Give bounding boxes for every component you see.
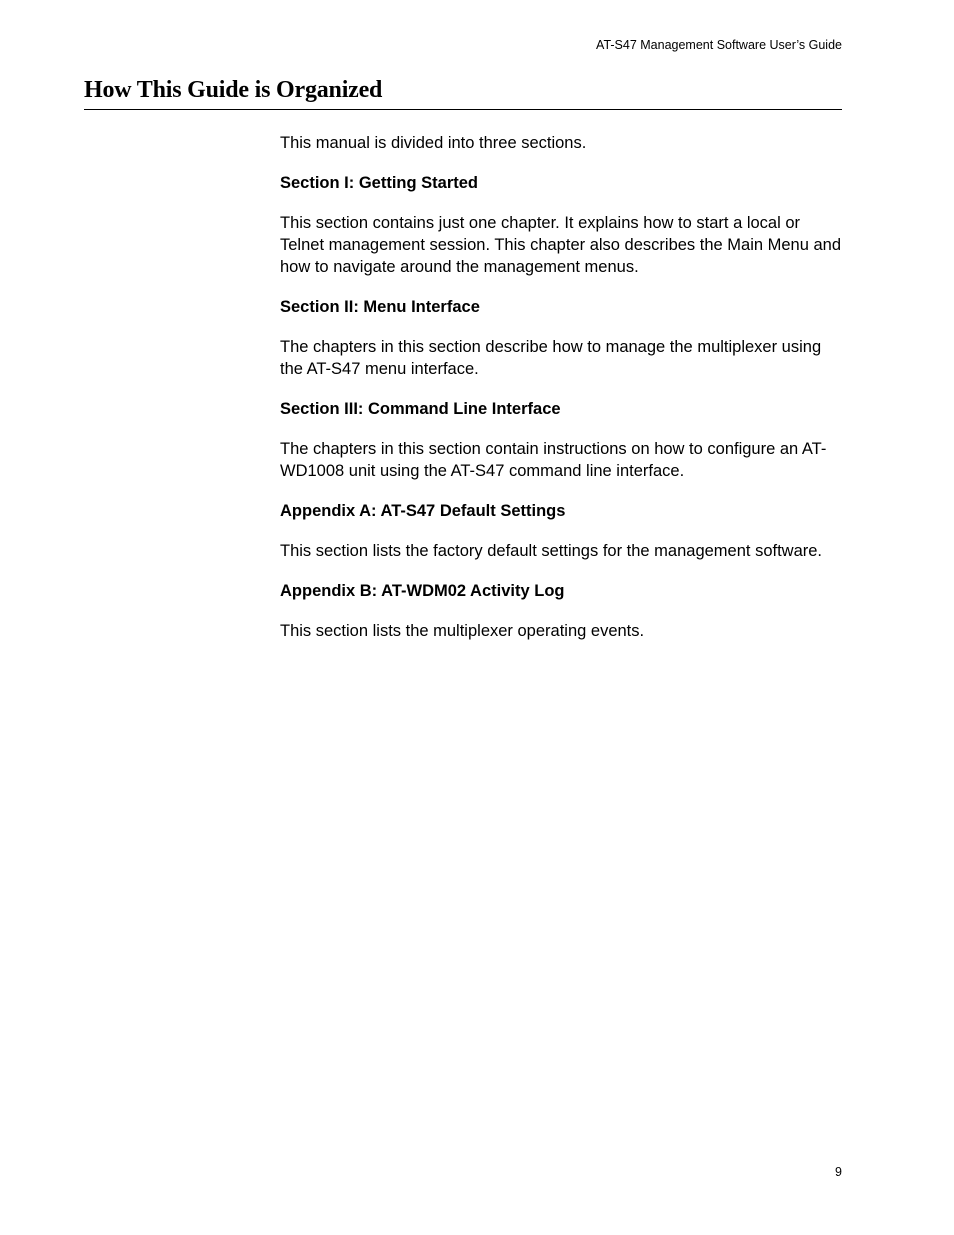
section-command-line-interface [280, 398, 842, 482]
section-description: This section lists the multiplexer operating events. [280, 622, 645, 640]
section-heading: Appendix A: AT-S47 Default Settings [280, 502, 566, 520]
page-number: 9 [835, 1165, 842, 1179]
section-getting-started [280, 172, 842, 278]
section-description: This section contains just one chapter. It explains how to start a local or Telnet management session. This chapter also describes the Main Menu and how to navigate around the management menus. [280, 214, 842, 276]
title-rule [84, 109, 842, 110]
appendix-default-settings [280, 500, 842, 562]
content-body [280, 132, 842, 660]
section-heading: Section I: Getting Started [280, 174, 479, 192]
section-heading: Section II: Menu Interface [280, 298, 480, 316]
section-heading: Section III: Command Line Interface [280, 400, 561, 418]
section-menu-interface [280, 296, 842, 380]
section-heading: Appendix B: AT-WDM02 Activity Log [280, 582, 565, 600]
section-description: The chapters in this section describe how to manage the multiplexer using the AT-S47 menu interface. [280, 338, 822, 378]
intro-paragraph: This manual is divided into three sections. [280, 134, 587, 152]
running-header: AT-S47 Management Software User’s Guide [596, 38, 842, 52]
section-description: This section lists the factory default settings for the management software. [280, 542, 823, 560]
page-title: How This Guide is Organized [84, 77, 383, 103]
section-description: The chapters in this section contain instructions on how to configure an AT-WD1008 unit using the AT-S47 command line interface. [280, 440, 827, 480]
appendix-activity-log [280, 580, 842, 642]
